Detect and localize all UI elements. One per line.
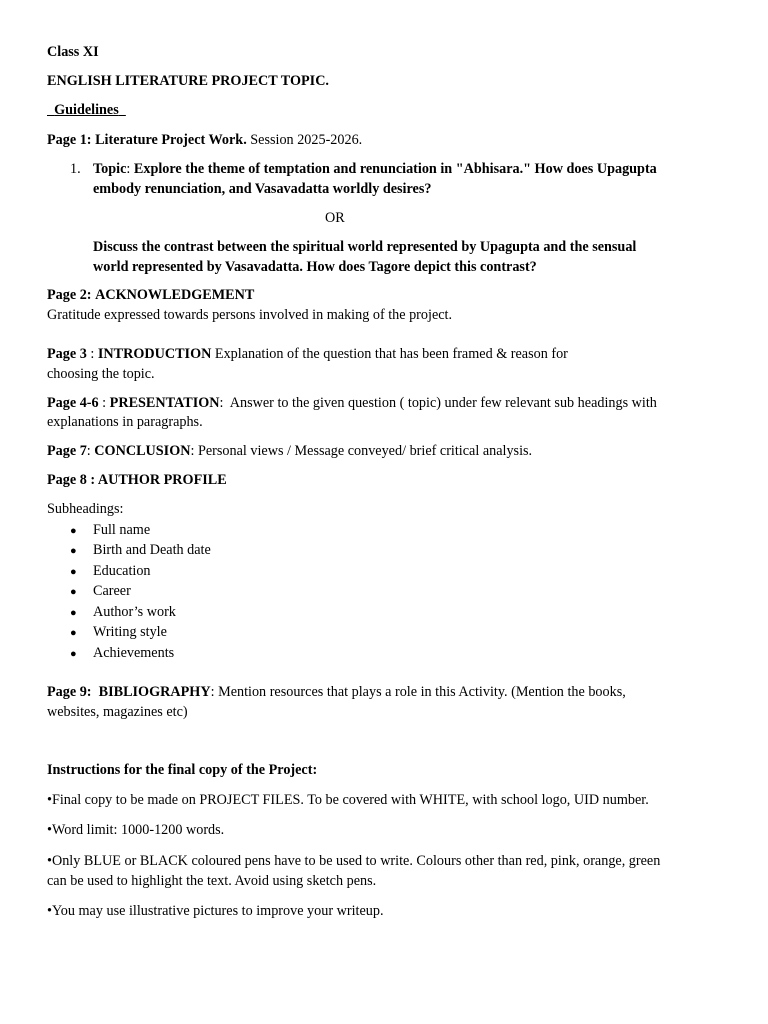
bullet-icon: ● [70, 627, 77, 639]
page2-label: Page 2: [47, 287, 92, 303]
page1-line [47, 130, 362, 150]
project-heading: ENGLISH LITERATURE PROJECT TOPIC. [47, 73, 329, 89]
page9-label: Page 9: [47, 684, 92, 700]
instruction-item-1: •Final copy to be made on PROJECT FILES. To be covered with WHITE, with school logo, UID number. [47, 792, 649, 808]
page2-heading [47, 285, 254, 305]
page3-label: Page 3 [47, 346, 87, 362]
topic-number: 1. [70, 161, 81, 177]
list-item: ● Birth and Death date [70, 540, 211, 561]
instructions-heading: Instructions for the final copy of the Project: [47, 762, 318, 778]
list-item: ● Achievements [70, 643, 174, 664]
list-item: ● Full name [70, 520, 150, 541]
guidelines-heading: Guidelines [54, 102, 119, 118]
list-item: ● Education [70, 561, 151, 582]
instruction-item-4: •You may use illustrative pictures to improve your writeup. [47, 903, 384, 919]
page2-text: Gratitude expressed towards persons involved in making of the project. [47, 307, 453, 323]
page46-line-2: explanations in paragraphs. [47, 414, 203, 430]
list-item: ● Writing style [70, 622, 167, 643]
list-item: ● Author’s work [70, 602, 176, 623]
page3-line-2: choosing the topic. [47, 366, 155, 382]
topic-label: Topic [93, 161, 127, 177]
or-separator: OR [325, 210, 345, 226]
instruction-item-3-line-1: •Only BLUE or BLACK coloured pens have to be used to write. Colours other than red, pink, orange, green [47, 853, 661, 869]
page3-line-1: Page 3 : INTRODUCTION Explanation of the question that has been framed & reason for [47, 346, 568, 362]
instruction-item-2: •Word limit: 1000-1200 words. [47, 822, 225, 838]
subheadings-label: Subheadings: [47, 501, 124, 517]
bullet-icon: ● [70, 525, 77, 537]
page9-title: BIBLIOGRAPHY [98, 684, 211, 700]
page1-session: Session 2025-2026. [250, 132, 363, 148]
bullet-icon: ● [70, 648, 77, 660]
page7-title: CONCLUSION [94, 443, 191, 459]
page8-heading: Page 8 : AUTHOR PROFILE [47, 472, 227, 488]
page2-title: ACKNOWLEDGEMENT [95, 287, 255, 303]
page7-line: Page 7: CONCLUSION: Personal views / Message conveyed/ brief critical analysis. [47, 443, 533, 459]
page9-line-2: websites, magazines etc) [47, 704, 188, 720]
page46-label: Page 4-6 [47, 395, 99, 411]
topic-alt-line-2: world represented by Vasavadatta. How does Tagore depict this contrast? [93, 259, 537, 275]
topic-alt-line-1: Discuss the contrast between the spiritual world represented by Upagupta and the sensual [93, 239, 637, 255]
list-item: ● Career [70, 581, 131, 602]
page3-title: INTRODUCTION [97, 346, 212, 362]
page7-label: Page 7 [47, 443, 87, 459]
page1-label: Page 1: Literature Project Work. [47, 132, 247, 148]
page46-line-1: Page 4-6 : PRESENTATION: Answer to the given question ( topic) under few relevant sub headings with [47, 395, 657, 411]
bullet-icon: ● [70, 566, 77, 578]
topic-line-1: Topic: Explore the theme of temptation and renunciation in "Abhisara." How does Upagupta [93, 161, 657, 177]
instruction-item-3-line-2: can be used to highlight the text. Avoid using sketch pens. [47, 873, 377, 889]
topic-line-2: embody renunciation, and Vasavadatta worldly desires? [93, 181, 432, 197]
page9-line-1: Page 9: BIBLIOGRAPHY: Mention resources that plays a role in this Activity. (Mention the books, [47, 684, 626, 700]
bullet-icon: ● [70, 607, 77, 619]
bullet-icon: ● [70, 545, 77, 557]
bullet-icon: ● [70, 586, 77, 598]
class-label: Class XI [47, 44, 99, 60]
page46-title: PRESENTATION [109, 395, 220, 411]
